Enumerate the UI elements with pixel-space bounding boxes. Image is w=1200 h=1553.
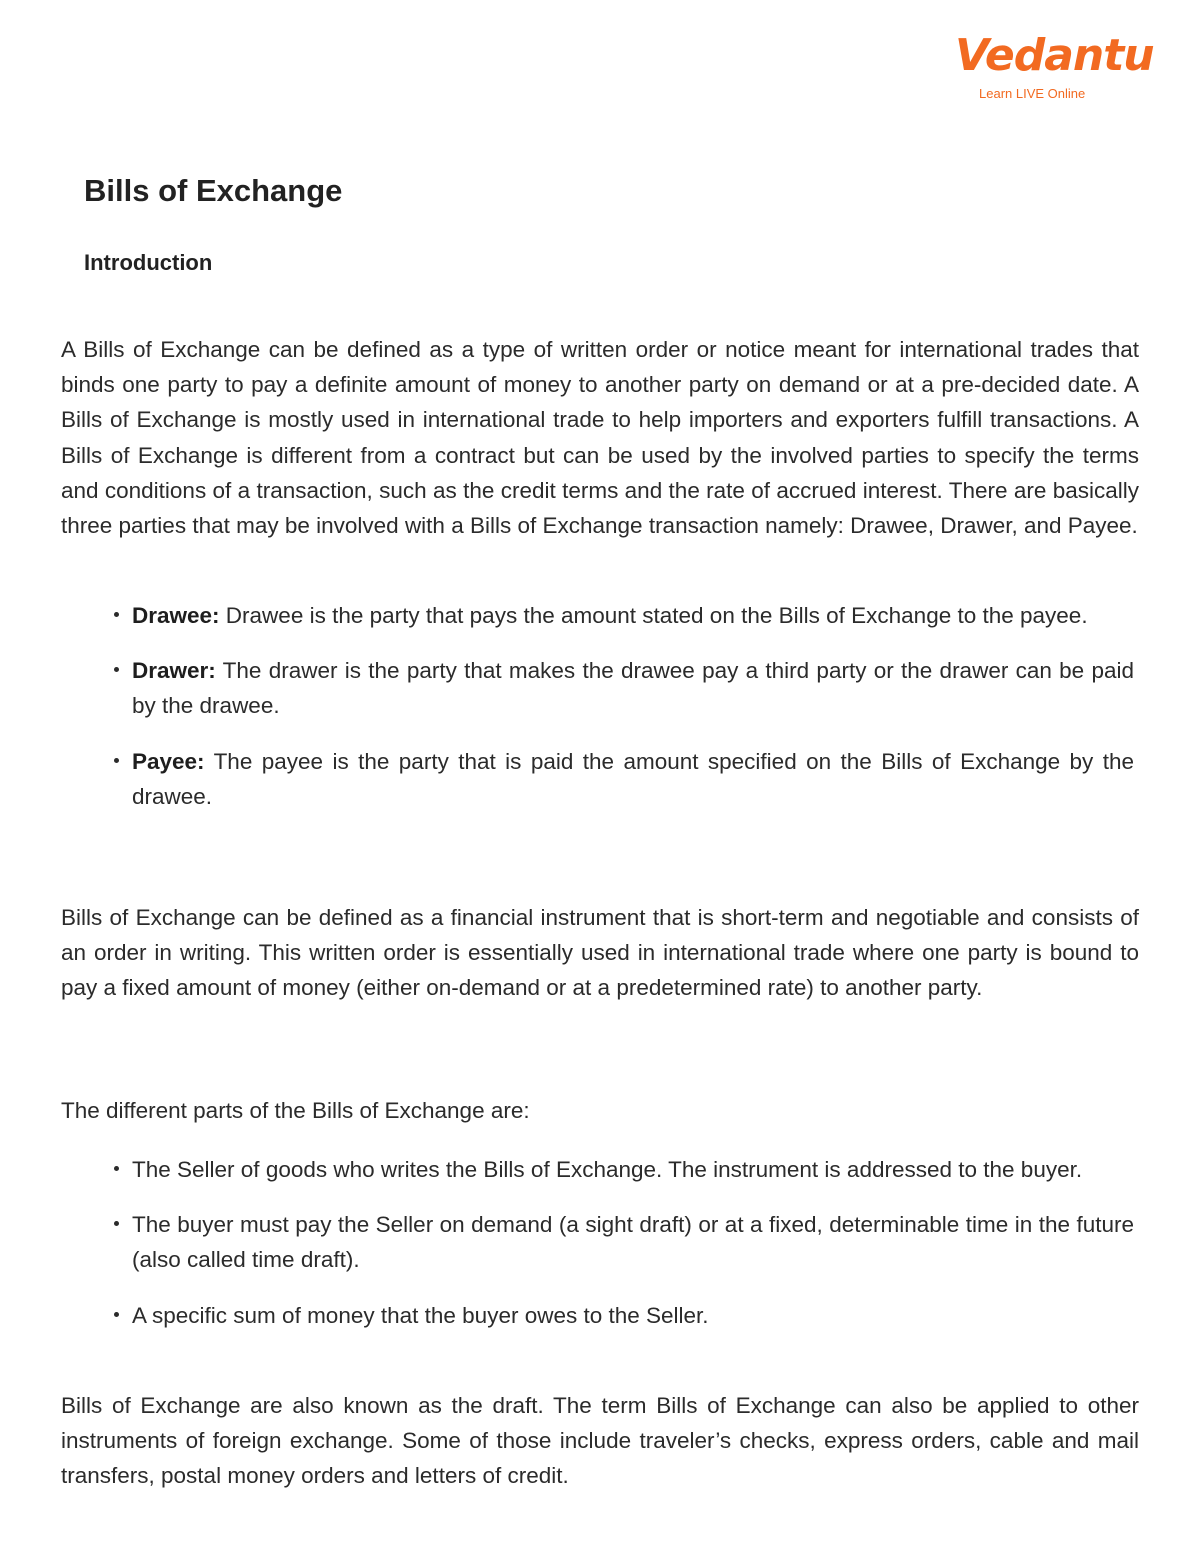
party-term: Drawee: bbox=[132, 603, 220, 628]
bullet-icon bbox=[114, 1221, 119, 1226]
bullet-icon bbox=[114, 1166, 119, 1171]
party-term: Drawer: bbox=[132, 658, 216, 684]
vedantu-logo bbox=[955, 30, 1154, 110]
list-item bbox=[114, 598, 1134, 633]
party-term: Payee: bbox=[132, 748, 205, 774]
logo-tagline: Learn LIVE Online bbox=[979, 86, 1086, 101]
list-item bbox=[114, 653, 1134, 723]
bullet-icon bbox=[114, 1312, 119, 1317]
party-description: The payee is the party that is paid the amount specified on the Bills of Exchange by the drawee. bbox=[132, 748, 1134, 809]
logo-wordmark: Vedantu bbox=[955, 30, 1154, 81]
list-item bbox=[114, 1207, 1134, 1277]
bullet-icon bbox=[114, 758, 119, 763]
parts-list bbox=[114, 1152, 1134, 1333]
definition-paragraph: Bills of Exchange can be defined as a financial instrument that is short-term and negotiable and consists of an order in writing. This written order is essentially used in international trade where one party is bound to pay a fixed amount of money (either on-demand or at a predetermined rate) to another party. bbox=[61, 905, 1139, 1001]
party-description: Drawee is the party that pays the amount stated on the Bills of Exchange to the payee. bbox=[219, 603, 1088, 628]
list-item bbox=[114, 1298, 1134, 1333]
part-description: A specific sum of money that the buyer owes to the Seller. bbox=[132, 1302, 709, 1328]
closing-paragraph: Bills of Exchange are also known as the draft. The term Bills of Exchange can also be applied to other instruments of foreign exchange. Some of those include traveler’s checks, express orders, cable and mail transfers, postal money orders and letters of credit. bbox=[61, 1393, 1139, 1489]
list-item bbox=[114, 744, 1134, 814]
list-item bbox=[114, 1152, 1134, 1187]
part-description: The buyer must pay the Seller on demand (a sight draft) or at a fixed, determinable time in the future (also called time draft). bbox=[132, 1212, 1134, 1273]
party-description: The drawer is the party that makes the drawee pay a third party or the drawer can be paid by the drawee. bbox=[132, 658, 1134, 719]
page-title: Bills of Exchange bbox=[84, 173, 343, 208]
intro-paragraph: A Bills of Exchange can be defined as a type of written order or notice meant for international trades that binds one party to pay a definite amount of money to another party on demand or at a pre-decided date. A Bills of Exchange is mostly used in international trade to help importers and exporters fulfill transactions. A Bills of Exchange is different from a contract but can be used by the involved parties to specify the terms and conditions of a transaction, such as the credit terms and the rate of accrued interest. There are basically three parties that may be involved with a Bills of Exchange transaction namely: Drawee, Drawer, and Payee. bbox=[61, 337, 1139, 539]
bullet-icon bbox=[114, 612, 119, 617]
parties-list bbox=[114, 598, 1134, 814]
section-heading: Introduction bbox=[84, 250, 213, 275]
parts-intro: The different parts of the Bills of Exchange are: bbox=[61, 1098, 530, 1123]
part-description: The Seller of goods who writes the Bills of Exchange. The instrument is addressed to the buyer. bbox=[132, 1157, 1083, 1182]
bullet-icon bbox=[114, 667, 119, 672]
